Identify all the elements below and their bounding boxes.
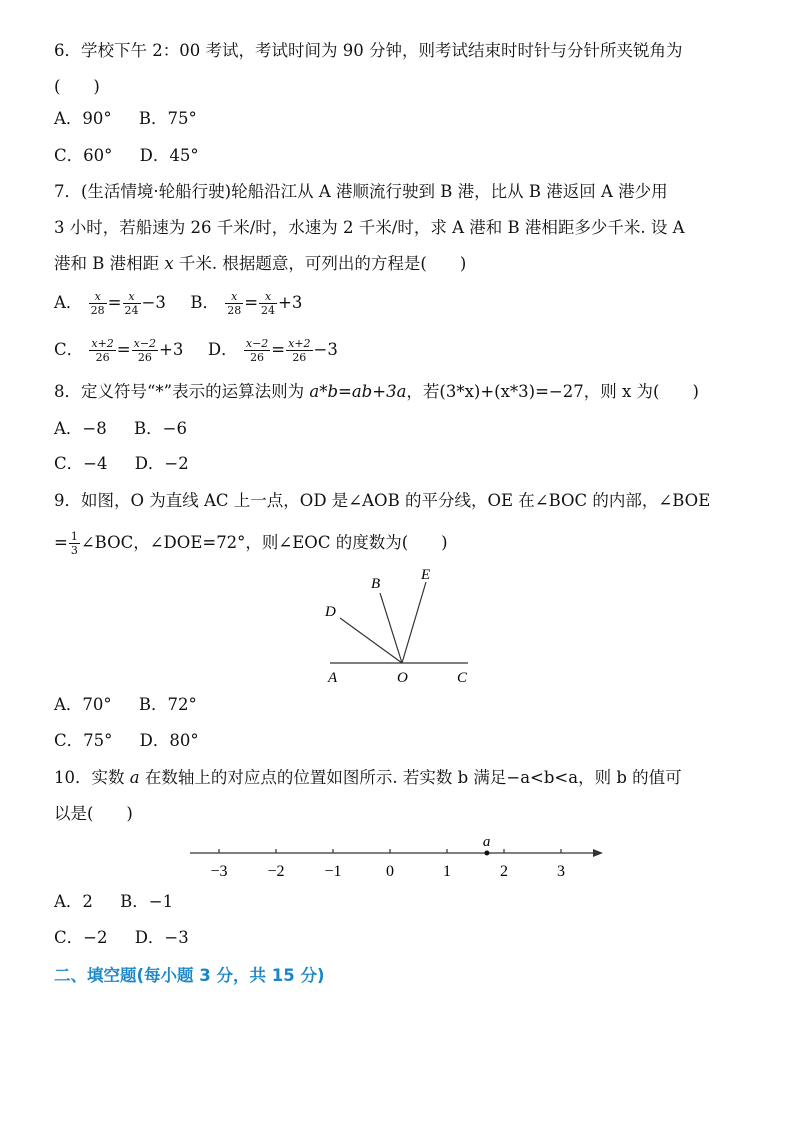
q9-option-d: D．80° xyxy=(139,731,199,750)
q8-stem-text-c: ，若(3*x)+(x*3)=−27，则 x 为( ) xyxy=(406,382,699,401)
axis-ticks xyxy=(210,849,565,880)
q10-option-a: A．2 xyxy=(54,892,93,911)
q7-stem-line3-text-a: 港和 B 港相距 xyxy=(54,254,165,273)
frac-denominator: 28 xyxy=(227,304,242,317)
q7-option-b-label: B． xyxy=(190,293,219,312)
q10-stem-line2: 以是( ) xyxy=(54,804,133,823)
q6-option-c: C．60° xyxy=(54,146,113,165)
q6-options-row2 xyxy=(54,145,199,167)
q9-stem-line2 xyxy=(54,530,448,557)
frac-denominator: 26 xyxy=(137,351,152,364)
q7-option-b-tail: +3 xyxy=(278,293,303,312)
q8-stem-line1 xyxy=(54,381,699,403)
frac-denominator: 28 xyxy=(90,304,105,317)
equals-sign: = xyxy=(116,340,131,359)
frac-numerator: x xyxy=(225,290,243,304)
equals-sign: = xyxy=(107,293,122,312)
label-c: C xyxy=(457,670,468,686)
frac-denominator: 24 xyxy=(261,304,276,317)
q7-option-c-fraction2 xyxy=(132,337,158,364)
frac-numerator: x xyxy=(259,290,277,304)
q9-equals: = xyxy=(54,533,68,552)
q8-option-d: D．−2 xyxy=(134,454,189,473)
frac-numerator: x+2 xyxy=(288,337,311,350)
q7-option-c-tail: +3 xyxy=(159,340,184,359)
q9-stem-line1: 9．如图，O 为直线 AC 上一点，OD 是∠AOB 的平分线，OE 在∠BOC 的内部，∠BOE xyxy=(54,491,711,510)
ray-ob xyxy=(380,593,402,663)
frac-denominator: 26 xyxy=(95,351,110,364)
q7-option-d-label: D． xyxy=(207,340,238,359)
frac-numerator: x+2 xyxy=(91,337,114,350)
q8-options-row2 xyxy=(54,453,189,475)
q10-stem-line1 xyxy=(54,767,682,789)
q6-option-d: D．45° xyxy=(139,146,199,165)
q7-option-d-fraction1 xyxy=(244,337,270,364)
q9-fraction-one-third xyxy=(69,530,80,557)
q10-stem-text-a: 10．实数 xyxy=(54,768,130,787)
frac-numerator: x xyxy=(89,290,107,304)
axis-arrow-icon xyxy=(593,849,603,857)
axis-tick-label: 2 xyxy=(500,863,508,880)
label-b: B xyxy=(371,576,381,592)
q9-option-b: B．72° xyxy=(138,695,197,714)
q10-option-d: D．−3 xyxy=(134,928,189,947)
q6-options-row1 xyxy=(54,108,197,130)
ray-od xyxy=(340,618,402,663)
q7-option-c-label: C． xyxy=(54,340,84,359)
frac-denominator: 26 xyxy=(292,351,307,364)
q7-option-d-tail: −3 xyxy=(313,340,338,359)
q7-option-b-fraction1 xyxy=(225,290,243,317)
q7-options-row1 xyxy=(54,290,302,317)
q7-stem-line1: 7．(生活情境·轮船行驶)轮船沿江从 A 港顺流行驶到 B 港，比从 B 港返回 A 港少用 xyxy=(54,182,668,201)
q8-option-c: C．−4 xyxy=(54,454,108,473)
q7-option-a-fraction2 xyxy=(123,290,141,317)
label-a: A xyxy=(328,670,338,686)
q9-options-row1 xyxy=(54,694,197,716)
equals-sign: = xyxy=(244,293,259,312)
q10-options-row1 xyxy=(54,891,173,913)
frac-denominator: 3 xyxy=(70,544,78,557)
axis-tick-label: 0 xyxy=(386,863,394,880)
q7-option-a-label: A． xyxy=(54,293,83,312)
q6-stem-line2: ( ) xyxy=(54,77,100,96)
q7-option-d-fraction2 xyxy=(286,337,312,364)
q8-operation-rule: a*b=ab+3a xyxy=(309,382,407,401)
q8-option-a: A．−8 xyxy=(54,419,107,438)
point-a-label: a xyxy=(482,834,491,850)
q7-stem-line3 xyxy=(54,253,466,275)
q8-stem-text-a: 8．定义符号“*”表示的运算法则为 xyxy=(54,382,310,401)
q10-option-c: C．−2 xyxy=(54,928,108,947)
label-d: D xyxy=(325,604,336,620)
frac-numerator: x−2 xyxy=(133,337,157,350)
q9-option-a: A．70° xyxy=(54,695,112,714)
q7-variable-x: x xyxy=(164,254,174,273)
q7-option-a-tail: −3 xyxy=(141,293,166,312)
equals-sign: = xyxy=(271,340,286,359)
q9-angle-figure xyxy=(310,558,490,688)
q10-options-row2 xyxy=(54,927,189,949)
q7-stem-line2: 3 小时，若船速为 26 千米/时，水速为 2 千米/时，求 A 港和 B 港相距多少千米. 设 A xyxy=(54,218,685,237)
frac-numerator: 1 xyxy=(70,530,78,543)
q8-options-row1 xyxy=(54,418,187,440)
q7-option-a-fraction1 xyxy=(89,290,107,317)
q9-options-row2 xyxy=(54,730,199,752)
axis-tick-label: −3 xyxy=(210,863,228,880)
q8-option-b: B．−6 xyxy=(134,419,187,438)
q7-option-c-fraction1 xyxy=(89,337,115,364)
q9-option-c: C．75° xyxy=(54,731,113,750)
q7-option-b-fraction2 xyxy=(259,290,277,317)
ray-oe xyxy=(402,582,426,663)
axis-tick-label: 3 xyxy=(557,863,565,880)
q6-option-b: B．75° xyxy=(138,109,197,128)
q7-stem-line3-text-b: 千米. 根据题意，可列出的方程是( ) xyxy=(173,254,467,273)
q10-option-b: B．−1 xyxy=(120,892,174,911)
point-a-marker xyxy=(484,851,489,856)
section-heading-fill-in: 二、填空题(每小题 3 分，共 15 分) xyxy=(54,966,325,985)
frac-denominator: 26 xyxy=(250,351,265,364)
label-e: E xyxy=(421,567,431,583)
frac-numerator: x xyxy=(123,290,141,304)
axis-tick-label: 1 xyxy=(443,863,451,880)
q6-stem-line1: 6．学校下午 2：00 考试，考试时间为 90 分钟，则考试结束时时针与分针所夹锐角为 xyxy=(54,41,683,60)
q10-stem-text-b: 在数轴上的对应点的位置如图所示. 若实数 b 满足−a<b<a，则 b 的值可 xyxy=(139,768,682,787)
axis-tick-label: −1 xyxy=(324,863,342,880)
q10-number-line xyxy=(185,828,610,884)
frac-denominator: 24 xyxy=(124,304,139,317)
q10-variable-a: a xyxy=(129,768,140,787)
q9-stem-line2-text: ∠BOC，∠DOE=72°，则∠EOC 的度数为( ) xyxy=(80,533,448,552)
q7-options-row2 xyxy=(54,337,338,364)
axis-tick-label: −2 xyxy=(267,863,285,880)
label-o: O xyxy=(397,670,408,686)
frac-numerator: x−2 xyxy=(245,337,269,350)
q6-option-a: A．90° xyxy=(54,109,112,128)
